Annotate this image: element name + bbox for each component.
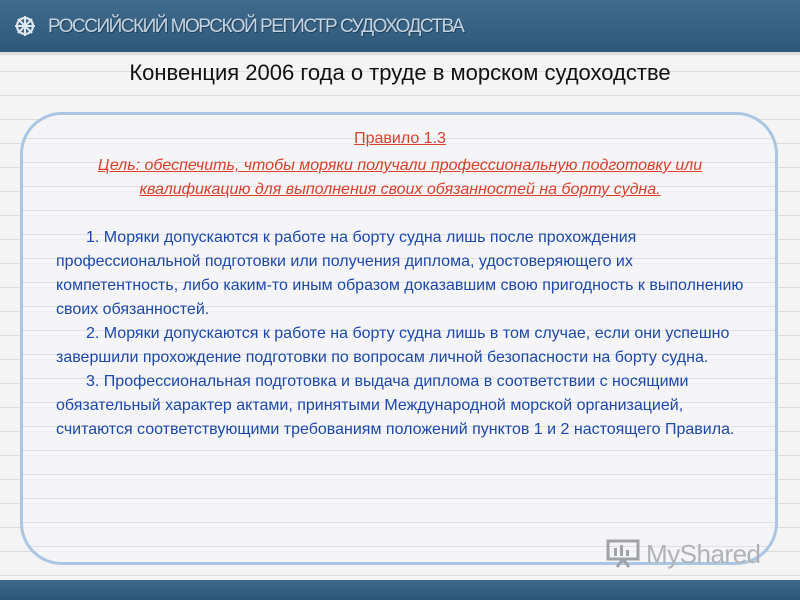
rule-goal: Цель: обеспечить, чтобы моряки получали профессиональную подготовку или квалификацию для выполнения своих обязанностей на борту судна. [97, 157, 703, 198]
slide-title: Конвенция 2006 года о труде в морском судоходстве [129, 60, 671, 85]
ship-wheel-icon [14, 15, 36, 37]
presentation-board-icon [606, 538, 640, 568]
watermark [606, 536, 776, 572]
header-bar [0, 0, 800, 55]
rule-item-3: 3. Профессиональная подготовка и выдача диплома в соответствии с носящими обязательный характер актами, принятыми Международной морской организацией, считаются соответствующими требованиям положений пунктов 1 и 2 настоящего Правила. [56, 373, 735, 438]
footer-bar [0, 580, 800, 600]
rule-items [56, 226, 746, 442]
org-name: РОССИЙСКИЙ МОРСКОЙ РЕГИСТР СУДОХОДСТВА [48, 16, 464, 37]
watermark-text: MyShared [646, 539, 761, 569]
rule-item-2: 2. Моряки допускаются к работе на борту судна лишь в том случае, если они успешно завершили прохождение подготовки по вопросам личной безопасности на борту судна. [56, 325, 730, 366]
rule-item-1: 1. Моряки допускаются к работе на борту судна лишь после прохождения профессиональной подготовки или получения диплома, удостоверяющего их компетентность, либо каким-то иным образом доказавшим свою пригодность к выполнению своих обязанностей. [56, 229, 744, 318]
rule-title: Правило 1.3 [354, 130, 446, 147]
